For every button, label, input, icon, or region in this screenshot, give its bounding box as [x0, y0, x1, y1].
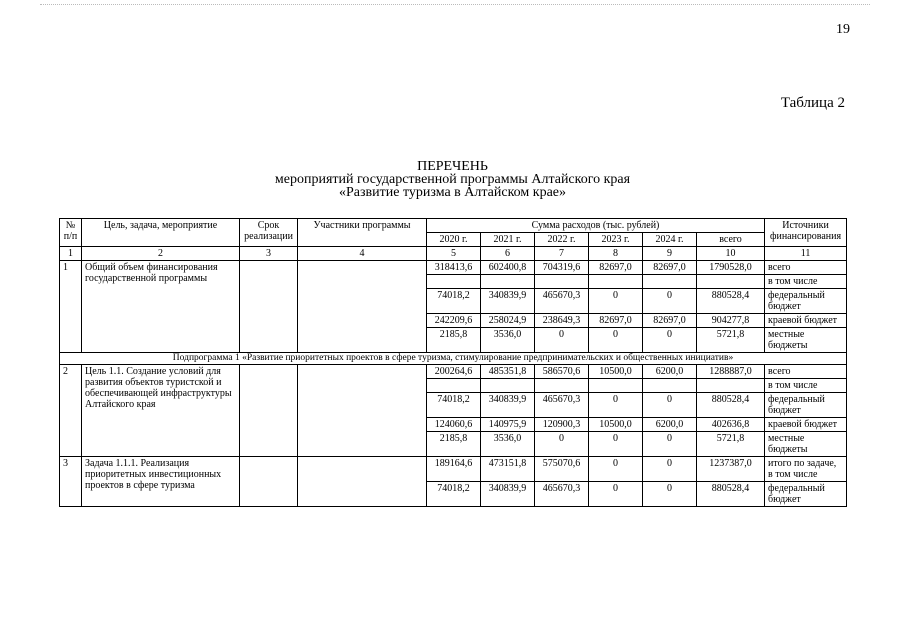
- funding-source: краевой бюджет: [765, 418, 847, 432]
- expense-value: 402636,8: [697, 418, 765, 432]
- subprogram-row: [60, 353, 847, 365]
- expense-value: [589, 275, 643, 289]
- expense-value: 0: [589, 328, 643, 353]
- expense-value: 1288887,0: [697, 365, 765, 379]
- expense-value: 74018,2: [427, 393, 481, 418]
- expense-value: 880528,4: [697, 393, 765, 418]
- expense-value: 74018,2: [427, 289, 481, 314]
- row-number: 1: [60, 261, 82, 353]
- expense-value: 0: [535, 432, 589, 457]
- expense-value: 340839,9: [481, 393, 535, 418]
- expense-value: 880528,4: [697, 482, 765, 507]
- expense-value: 0: [589, 482, 643, 507]
- expense-value: 485351,8: [481, 365, 535, 379]
- expense-value: 465670,3: [535, 393, 589, 418]
- column-index: 10: [697, 247, 765, 261]
- expense-value: 904277,8: [697, 314, 765, 328]
- funding-source: федеральный бюджет: [765, 289, 847, 314]
- expense-value: 0: [589, 289, 643, 314]
- column-index-row: [60, 247, 847, 261]
- expense-value: 258024,9: [481, 314, 535, 328]
- row-number: 2: [60, 365, 82, 457]
- expense-value: 0: [643, 289, 697, 314]
- expense-value: 880528,4: [697, 289, 765, 314]
- expense-value: 586570,6: [535, 365, 589, 379]
- expense-value: 0: [589, 393, 643, 418]
- funding-source: итого по задаче, в том числе: [765, 457, 847, 482]
- expense-value: 6200,0: [643, 418, 697, 432]
- expense-value: 82697,0: [589, 314, 643, 328]
- header-year: 2021 г.: [481, 233, 535, 247]
- column-index: 2: [82, 247, 240, 261]
- funding-source: местные бюджеты: [765, 432, 847, 457]
- expense-value: [481, 275, 535, 289]
- expense-value: 0: [643, 457, 697, 482]
- expense-value: 200264,6: [427, 365, 481, 379]
- expense-value: 124060,6: [427, 418, 481, 432]
- expense-value: 340839,9: [481, 289, 535, 314]
- expense-value: 465670,3: [535, 482, 589, 507]
- subprogram-title: Подпрограмма 1 «Развитие приоритетных проектов в сфере туризма, стимулирование предпринимательских и общественных инициатив»: [60, 353, 847, 365]
- column-index: 6: [481, 247, 535, 261]
- page-number: 19: [836, 22, 850, 37]
- expense-value: 0: [589, 432, 643, 457]
- table-row: [60, 457, 847, 482]
- expense-value: 318413,6: [427, 261, 481, 275]
- column-index: 7: [535, 247, 589, 261]
- expense-value: 6200,0: [643, 365, 697, 379]
- expense-value: 120900,3: [535, 418, 589, 432]
- expense-value: 3536,0: [481, 328, 535, 353]
- table-row: [60, 261, 847, 275]
- header-sources: Источники финансирования: [765, 219, 847, 247]
- row-name: Общий объем финансирования государственной программы: [82, 261, 240, 353]
- expense-value: 0: [643, 482, 697, 507]
- column-index: 8: [589, 247, 643, 261]
- funding-source: федеральный бюджет: [765, 393, 847, 418]
- header-row: [60, 219, 847, 233]
- expense-value: 340839,9: [481, 482, 535, 507]
- expense-value: 465670,3: [535, 289, 589, 314]
- expense-value: [427, 275, 481, 289]
- expense-value: 0: [643, 432, 697, 457]
- expense-value: [697, 275, 765, 289]
- heading-program-name: «Развитие туризма в Алтайском крае»: [338, 185, 567, 200]
- expense-value: 5721,8: [697, 328, 765, 353]
- expense-value: 242209,6: [427, 314, 481, 328]
- expense-value: 82697,0: [643, 314, 697, 328]
- table-row: [60, 365, 847, 379]
- heading-subtitle: мероприятий государственной программы Алтайского края: [274, 172, 631, 187]
- funding-source: местные бюджеты: [765, 328, 847, 353]
- expense-value: 3536,0: [481, 432, 535, 457]
- expense-value: 575070,6: [535, 457, 589, 482]
- column-index: 11: [765, 247, 847, 261]
- expense-value: 602400,8: [481, 261, 535, 275]
- expense-value: 5721,8: [697, 432, 765, 457]
- column-index: 9: [643, 247, 697, 261]
- expense-value: 0: [589, 457, 643, 482]
- expense-value: 0: [535, 328, 589, 353]
- expense-value: 189164,6: [427, 457, 481, 482]
- row-term: [240, 457, 298, 507]
- row-name: Задача 1.1.1. Реализация приоритетных инвестиционных проектов в сфере туризма: [82, 457, 240, 507]
- funding-source: в том числе: [765, 275, 847, 289]
- expense-value: [427, 379, 481, 393]
- header-year: 2023 г.: [589, 233, 643, 247]
- header-term: Срок реализации: [240, 219, 298, 247]
- header-year: 2024 г.: [643, 233, 697, 247]
- column-index: 4: [298, 247, 427, 261]
- row-participants: [298, 457, 427, 507]
- expense-value: 0: [643, 393, 697, 418]
- expense-value: 82697,0: [643, 261, 697, 275]
- row-term: [240, 365, 298, 457]
- heading-title: ПЕРЕЧЕНЬ: [417, 159, 488, 174]
- header-year: всего: [697, 233, 765, 247]
- expense-value: 140975,9: [481, 418, 535, 432]
- expense-value: 238649,3: [535, 314, 589, 328]
- funding-source: всего: [765, 365, 847, 379]
- header-year: 2022 г.: [535, 233, 589, 247]
- row-term: [240, 261, 298, 353]
- expense-value: [535, 275, 589, 289]
- expense-value: 1790528,0: [697, 261, 765, 275]
- expense-value: 473151,8: [481, 457, 535, 482]
- expense-value: 2185,8: [427, 328, 481, 353]
- header-num: № п/п: [60, 219, 82, 247]
- expense-value: 82697,0: [589, 261, 643, 275]
- expense-value: 1237387,0: [697, 457, 765, 482]
- column-index: 3: [240, 247, 298, 261]
- expense-value: [643, 379, 697, 393]
- header-participants: Участники программы: [298, 219, 427, 247]
- row-participants: [298, 261, 427, 353]
- funding-source: краевой бюджет: [765, 314, 847, 328]
- expense-value: [589, 379, 643, 393]
- expense-value: 2185,8: [427, 432, 481, 457]
- table-label: Таблица 2: [780, 95, 845, 111]
- expense-value: [697, 379, 765, 393]
- header-year: 2020 г.: [427, 233, 481, 247]
- column-index: 5: [427, 247, 481, 261]
- expense-value: [535, 379, 589, 393]
- document-heading: [0, 160, 905, 199]
- column-index: 1: [60, 247, 82, 261]
- expense-value: [643, 275, 697, 289]
- header-goal: Цель, задача, мероприятие: [82, 219, 240, 247]
- expense-value: [481, 379, 535, 393]
- expense-value: 74018,2: [427, 482, 481, 507]
- funding-source: федеральный бюджет: [765, 482, 847, 507]
- scan-top-edge: [40, 4, 870, 5]
- expense-value: 704319,6: [535, 261, 589, 275]
- measures-table: [59, 218, 847, 507]
- row-participants: [298, 365, 427, 457]
- expense-value: 10500,0: [589, 365, 643, 379]
- expense-value: 10500,0: [589, 418, 643, 432]
- header-expenses: Сумма расходов (тыс. рублей): [427, 219, 765, 233]
- row-name: Цель 1.1. Создание условий для развития объектов туристской и обеспечивающей инфраструктуры Алтайского края: [82, 365, 240, 457]
- row-number: 3: [60, 457, 82, 507]
- funding-source: в том числе: [765, 379, 847, 393]
- expense-value: 0: [643, 328, 697, 353]
- funding-source: всего: [765, 261, 847, 275]
